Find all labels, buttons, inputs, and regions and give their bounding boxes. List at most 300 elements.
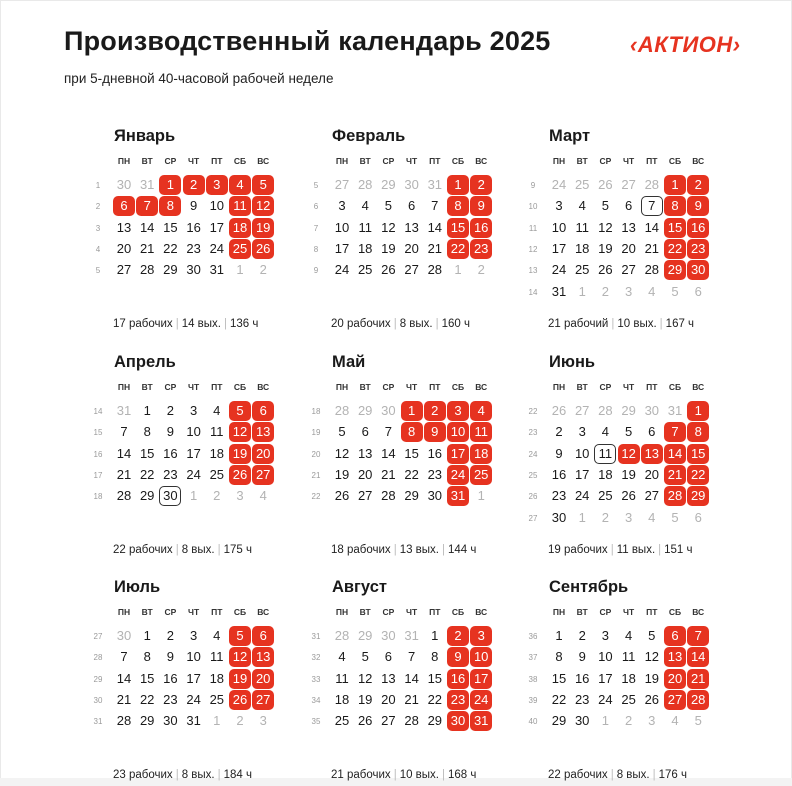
month-block [310,578,520,781]
day-cell: 23 [574,691,590,707]
summary-hours: 175 ч [223,544,252,556]
day-cell: 2 [578,628,586,643]
day-cell: 15 [404,445,419,461]
day-cell-holiday: 15 [664,218,686,238]
weekday-label: СР [382,382,395,392]
day-cell: 6 [361,424,369,440]
day-cell: 28 [644,262,660,278]
day-cell-holiday: 7 [136,196,158,216]
day-cell: 2 [555,424,563,440]
day-cell-holiday: 26 [252,239,274,259]
weekday-label: ВС [257,156,270,166]
day-cell-holiday: 12 [229,647,251,667]
weekday-label: СБ [668,382,682,392]
summary-separator: | [393,769,397,781]
day-cell: 25 [357,262,373,278]
month-summary [113,769,252,781]
day-cell: 6 [407,198,416,214]
day-cell-holiday: 5 [229,401,251,421]
summary-separator: | [175,769,179,781]
weekday-label: ВТ [141,382,153,392]
day-cell: 1 [143,403,151,418]
weekday-label: ЧТ [623,607,635,617]
weekday-label: ВС [257,607,270,617]
day-cell: 31 [551,283,567,299]
month-summary [331,318,470,330]
week-number: 27 [528,513,538,523]
day-cell-other-month: 3 [259,713,267,729]
summary-separator: | [393,318,397,330]
day-cell: 23 [551,488,567,504]
week-number: 16 [93,449,103,459]
weekday-label: ВС [692,156,705,166]
weekday-label: ВТ [141,156,153,166]
day-cell-holiday: 13 [641,444,663,464]
week-number: 25 [528,470,538,480]
day-cell: 8 [555,649,563,665]
day-cell: 31 [209,262,225,278]
day-cell-other-month: 1 [213,713,221,729]
day-cell-holiday: 28 [664,486,686,506]
day-cell: 22 [139,691,155,707]
day-cell: 23 [186,240,201,256]
day-cell-holiday: 9 [447,647,469,667]
day-cell-other-month: 2 [213,488,221,504]
month-name: Июль [114,578,161,596]
day-cell: 26 [381,262,396,278]
day-cell-holiday: 31 [470,711,492,731]
day-cell: 22 [139,466,155,482]
week-number: 36 [528,632,538,641]
page-subtitle: при 5-дневной 40-часовой рабочей неделе [64,71,334,86]
day-cell-other-month: 6 [694,283,702,299]
week-number: 5 [95,266,101,276]
day-cell: 7 [431,198,439,214]
day-cell: 1 [143,628,151,643]
day-cell: 28 [116,713,132,729]
month-name: Январь [114,127,176,145]
day-cell: 16 [163,445,178,461]
day-cell: 28 [404,713,419,729]
day-cell-holiday: 18 [470,444,492,464]
summary-hours: 167 ч [665,318,695,330]
day-cell-other-month: 1 [477,488,485,504]
day-cell: 19 [334,466,350,482]
day-cell: 18 [209,670,225,686]
day-cell-holiday: 30 [687,260,709,280]
weekday-label: ПН [335,607,349,617]
day-cell: 3 [189,628,198,643]
summary-hours: 184 ч [223,769,252,781]
day-cell: 14 [116,670,132,686]
day-cell-holiday: 2 [470,175,492,195]
month-block [527,578,737,781]
month-summary [331,544,476,556]
day-cell: 24 [186,691,201,707]
summary-days-off: 8 вых. [399,318,433,330]
day-cell: 14 [427,219,443,235]
day-cell: 3 [578,424,586,440]
week-number: 21 [311,470,321,480]
day-cell: 10 [551,219,567,235]
day-cell: 11 [575,219,589,235]
day-cell-holiday: 26 [229,690,251,710]
day-cell-other-month: 1 [189,488,198,504]
day-cell-other-month: 3 [648,713,656,729]
day-cell-other-month: 2 [601,509,609,525]
summary-days-off: 8 вых. [181,544,215,556]
day-cell-other-month: 27 [621,177,636,192]
weekday-label: СР [164,156,177,166]
weekday-label: ВС [257,382,270,392]
day-cell-other-month: 28 [334,628,350,643]
day-cell: 28 [381,488,396,504]
day-cell-other-month: 3 [624,283,633,299]
day-cell: 17 [334,240,350,256]
day-cell: 24 [598,691,613,707]
day-cell-other-month: 30 [116,628,132,643]
weekday-label: СР [599,156,612,166]
day-cell: 4 [338,649,346,665]
day-cell-other-month: 27 [334,177,350,192]
day-cell-other-month: 2 [259,262,267,278]
month-summary [113,318,258,330]
week-number: 12 [528,244,538,254]
day-cell: 13 [621,219,636,235]
month-name: Август [332,578,387,596]
week-number: 26 [528,492,538,502]
day-cell-other-month: 30 [116,177,132,192]
month-block [92,127,302,330]
day-cell-other-month: 4 [648,283,656,299]
week-number: 38 [528,674,538,684]
summary-workdays: 22 рабочих [113,544,173,556]
day-cell: 21 [116,691,132,707]
day-cell: 2 [166,403,174,418]
day-cell-other-month: 26 [551,403,567,418]
day-cell: 10 [334,219,350,235]
day-cell: 10 [209,198,225,214]
weekday-label: ПТ [646,382,658,392]
day-cell: 12 [381,219,396,235]
day-cell: 23 [427,466,443,482]
day-cell-holiday: 3 [206,175,228,195]
day-cell-other-month: 2 [624,713,633,729]
summary-separator: | [611,318,615,330]
weekday-label: ПН [552,156,566,166]
month-name: Март [549,127,591,145]
weekday-label: ПН [117,382,131,392]
day-cell: 16 [186,219,201,235]
day-cell-holiday: 1 [664,175,686,195]
summary-hours: 151 ч [664,544,693,556]
week-number: 28 [93,653,103,663]
day-cell: 14 [404,670,419,686]
day-cell-other-month: 4 [259,488,267,504]
day-cell-other-month: 30 [381,403,396,418]
day-cell: 25 [209,691,225,707]
day-cell: 14 [116,445,132,461]
summary-separator: | [610,769,614,781]
weekday-label: ВС [692,382,705,392]
weekday-label: ВТ [359,156,371,166]
summary-workdays: 18 рабочих [331,544,391,556]
day-cell-holiday: 20 [252,669,274,689]
day-cell-other-month: 1 [578,283,586,299]
day-cell-holiday: 27 [252,690,274,710]
day-cell: 26 [334,488,350,504]
day-cell-holiday: 3 [470,626,492,646]
day-cell: 21 [139,240,155,256]
day-cell-holiday: 13 [252,422,274,442]
day-cell-holiday: 14 [664,444,686,464]
day-cell: 13 [404,219,419,235]
day-cell-other-month: 29 [621,403,636,418]
day-cell: 11 [621,649,636,665]
day-cell-other-month: 26 [598,177,613,192]
day-cell: 27 [381,713,396,729]
summary-separator: | [610,544,614,556]
month-name: Июнь [549,353,596,371]
day-cell: 24 [574,488,590,504]
day-cell-holiday: 15 [447,218,469,238]
day-cell: 15 [427,670,443,686]
week-number: 33 [311,674,321,684]
week-number: 19 [311,428,321,438]
summary-days-off: 14 вых. [181,318,221,330]
day-cell: 29 [551,713,567,729]
day-cell: 17 [209,219,225,235]
week-number: 22 [528,407,538,416]
day-cell: 5 [384,198,392,214]
summary-days-off: 10 вых. [399,769,439,781]
day-cell: 29 [427,713,443,729]
day-cell-holiday: 21 [664,465,686,485]
month-block [92,578,302,781]
day-cell-holiday: 13 [252,647,274,667]
day-cell: 3 [189,403,198,418]
weekday-label: ЧТ [406,156,418,166]
day-cell: 15 [139,670,155,686]
month-block [92,353,302,556]
week-number: 10 [528,202,538,212]
weekday-label: СБ [668,156,682,166]
day-cell-holiday: 7 [687,626,709,646]
day-cell: 29 [163,262,178,278]
week-number: 34 [311,695,321,705]
week-number: 31 [93,717,103,727]
day-cell-holiday: 4 [470,401,492,421]
day-cell: 11 [210,424,224,440]
summary-workdays: 20 рабочих [331,318,391,330]
month-block [527,353,737,556]
day-cell-other-month: 3 [236,488,244,504]
day-cell: 12 [644,649,660,665]
week-number: 27 [93,632,103,641]
day-cell: 10 [598,649,613,665]
day-cell-holiday: 30 [447,711,469,731]
day-cell-other-month: 31 [139,177,155,192]
day-cell-holiday: 2 [424,401,446,421]
day-cell-holiday: 23 [447,690,469,710]
day-cell-holiday: 11 [229,196,251,216]
day-cell-other-month: 31 [116,403,132,418]
day-cell-holiday: 29 [687,486,709,506]
summary-days-off: 10 вых. [617,318,657,330]
day-cell: 9 [578,649,586,665]
day-cell: 8 [143,649,151,665]
day-cell-holiday: 5 [229,626,251,646]
day-cell-holiday: 16 [447,669,469,689]
day-cell: 19 [381,240,396,256]
day-cell: 11 [335,670,349,686]
day-cell: 24 [209,240,225,256]
day-cell-holiday: 21 [687,669,709,689]
weekday-label: СР [164,382,177,392]
weekday-label: СР [599,382,612,392]
day-cell: 23 [163,691,178,707]
day-cell-other-month: 1 [578,509,586,525]
day-cell-other-month: 3 [624,509,633,525]
summary-separator: | [175,544,179,556]
month-summary [548,544,693,556]
day-cell: 9 [189,198,198,214]
summary-separator: | [652,769,656,781]
day-cell-other-month: 6 [694,509,702,525]
weekday-label: ВТ [359,382,371,392]
day-cell-holiday: 22 [687,465,709,485]
week-number: 2 [95,202,101,212]
day-cell-holiday: 22 [664,239,686,259]
summary-hours: 160 ч [441,318,470,330]
day-cell: 18 [621,670,636,686]
summary-separator: | [217,544,221,556]
day-cell-holiday: 27 [252,465,274,485]
day-cell-holiday: 5 [252,175,274,195]
day-cell: 22 [163,240,178,256]
day-cell: 1 [431,628,439,643]
day-cell-holiday: 31 [447,486,469,506]
day-cell: 18 [357,240,373,256]
summary-separator: | [658,544,662,556]
day-cell-other-month: 5 [694,713,702,729]
month-summary [331,769,476,781]
day-cell-holiday: 6 [664,626,686,646]
day-cell-other-month: 30 [644,403,660,418]
day-cell-other-month: 28 [598,403,613,418]
day-cell: 10 [186,424,201,440]
day-cell: 21 [116,466,132,482]
day-cell: 15 [551,670,567,686]
day-cell: 18 [334,691,350,707]
day-cell-holiday: 18 [229,218,251,238]
day-cell-holiday: 8 [401,422,423,442]
day-cell: 9 [555,445,563,461]
week-number: 18 [93,492,103,502]
day-cell: 14 [381,445,396,461]
day-cell-holiday: 7 [664,422,686,442]
summary-workdays: 17 рабочих [113,318,173,330]
day-cell: 2 [166,628,174,643]
summary-separator: | [659,318,663,330]
day-cell: 11 [358,219,372,235]
summary-workdays: 21 рабочих [331,769,391,781]
day-cell-holiday: 17 [470,669,492,689]
day-cell-holiday: 16 [470,218,492,238]
week-number: 1 [95,181,101,190]
weekday-label: ВС [475,607,488,617]
day-cell-holiday: 1 [159,175,181,195]
day-cell: 5 [624,424,633,440]
day-cell: 12 [334,445,350,461]
summary-workdays: 23 рабочих [113,769,173,781]
summary-workdays: 22 рабочих [548,769,608,781]
day-cell-holiday: 9 [687,196,709,216]
day-cell: 15 [139,445,155,461]
day-cell: 30 [186,262,201,278]
day-cell: 20 [644,466,660,482]
weekday-label: СБ [451,607,465,617]
day-cell: 28 [139,262,155,278]
day-cell: 3 [555,198,563,214]
day-cell-holiday: 19 [229,444,251,464]
day-cell: 20 [381,691,396,707]
day-cell-holiday: 12 [618,444,640,464]
day-cell: 30 [551,509,567,525]
day-cell-other-month: 29 [357,403,373,418]
weekday-label: СР [599,607,612,617]
day-cell-holiday: 20 [252,444,274,464]
month-name: Май [332,353,366,371]
day-cell-other-month: 4 [671,713,679,729]
day-cell: 21 [381,466,396,482]
day-cell: 17 [598,670,613,686]
day-cell: 5 [648,628,656,643]
summary-separator: | [175,318,179,330]
weekday-label: СБ [233,382,247,392]
day-cell: 7 [120,424,128,440]
day-cell-other-month: 24 [551,177,567,192]
day-cell-other-month: 27 [574,403,590,418]
day-cell-holiday: 2 [687,175,709,195]
day-cell: 16 [551,466,567,482]
day-cell: 26 [598,262,613,278]
day-cell-holiday: 25 [229,239,251,259]
day-cell: 22 [427,691,443,707]
day-cell: 7 [384,424,392,440]
day-cell-other-month: 5 [671,509,679,525]
day-cell: 27 [644,488,660,504]
day-cell-holiday: 23 [687,239,709,259]
week-number: 9 [313,266,319,276]
summary-workdays: 19 рабочих [548,544,608,556]
day-cell: 28 [116,488,132,504]
weekday-label: ЧТ [188,382,200,392]
week-number: 23 [528,428,538,438]
day-cell-other-month: 30 [404,177,419,192]
weekday-label: ПН [335,156,349,166]
day-cell: 13 [381,670,396,686]
day-cell-holiday: 8 [664,196,686,216]
day-cell-holiday: 2 [447,626,469,646]
weekday-label: ПН [335,382,349,392]
weekday-label: ПТ [429,156,441,166]
summary-separator: | [442,544,445,556]
day-cell: 5 [601,198,609,214]
day-cell: 17 [186,670,201,686]
day-cell: 10 [186,649,201,665]
day-cell: 18 [209,445,225,461]
